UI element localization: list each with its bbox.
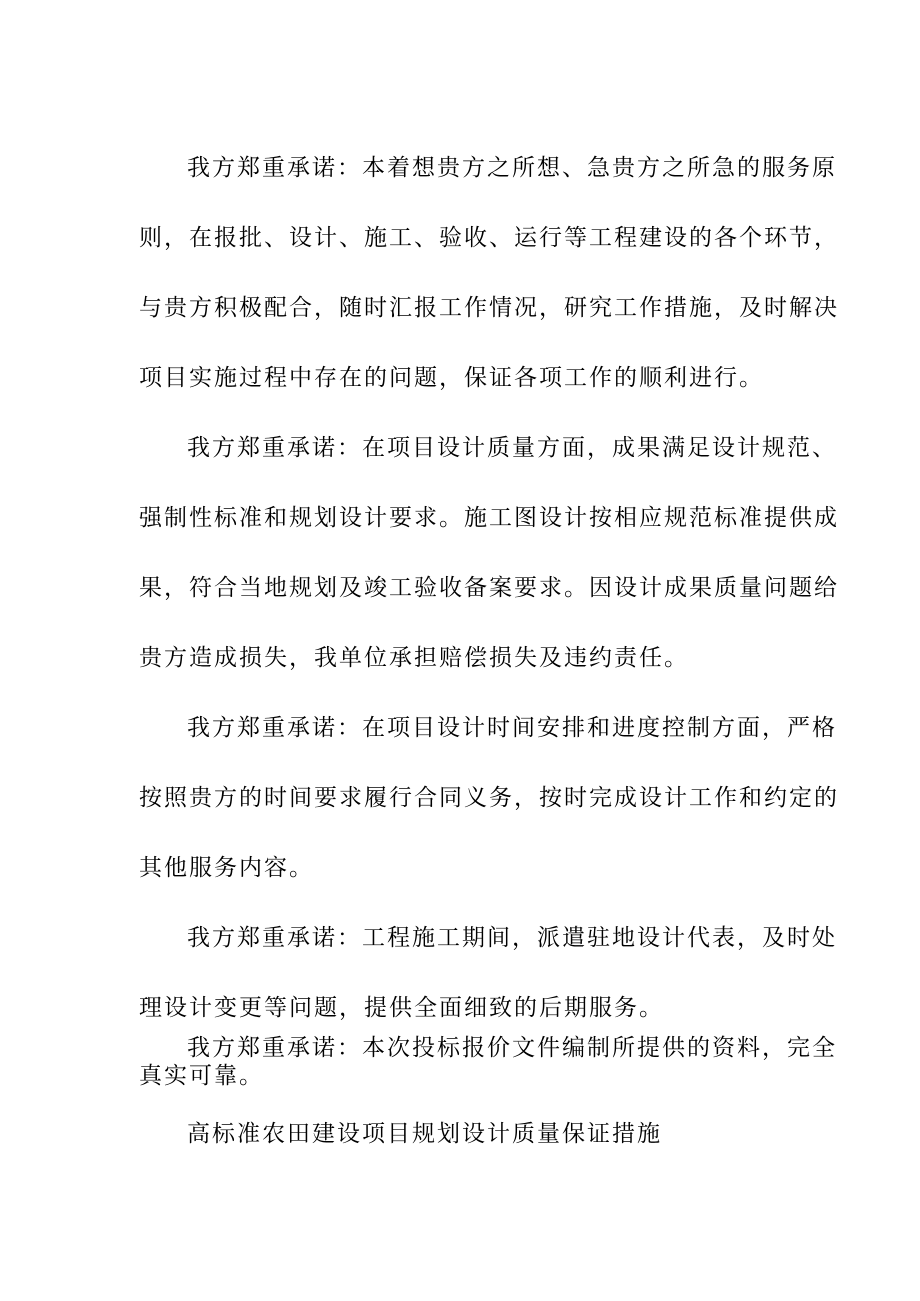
paragraph-2-line-2: 强制性标准和规划设计要求。施工图设计按相应规范标准提供成 [139,505,839,531]
paragraph-3-line-1: 我方郑重承诺：在项目设计时间安排和进度控制方面，严格 [187,715,837,741]
paragraph-4-line-2: 理设计变更等问题，提供全面细致的后期服务。 [139,995,664,1021]
paragraph-4-line-1: 我方郑重承诺：工程施工期间，派遣驻地设计代表，及时处 [187,925,837,951]
paragraph-5-line-1: 我方郑重承诺：本次投标报价文件编制所提供的资料，完全 [187,1035,837,1061]
paragraph-1-line-4: 项目实施过程中存在的问题，保证各项工作的顺利进行。 [139,365,764,391]
section-heading: 高标准农田建设项目规划设计质量保证措施 [187,1121,662,1147]
paragraph-3-line-3: 其他服务内容。 [139,855,314,881]
paragraph-1-line-1: 我方郑重承诺：本着想贵方之所想、急贵方之所急的服务原 [187,155,837,181]
paragraph-1-line-2: 则，在报批、设计、施工、验收、运行等工程建设的各个环节， [139,225,839,251]
paragraph-1-line-3: 与贵方积极配合，随时汇报工作情况，研究工作措施，及时解决 [139,295,839,321]
paragraph-3-line-2: 按照贵方的时间要求履行合同义务，按时完成设计工作和约定的 [139,785,839,811]
paragraph-2-line-1: 我方郑重承诺：在项目设计质量方面，成果满足设计规范、 [187,435,837,461]
paragraph-2-line-4: 贵方造成损失，我单位承担赔偿损失及违约责任。 [139,645,689,671]
paragraph-5-line-2: 真实可靠。 [139,1063,264,1089]
paragraph-2-line-3: 果，符合当地规划及竣工验收备案要求。因设计成果质量问题给 [139,575,839,601]
